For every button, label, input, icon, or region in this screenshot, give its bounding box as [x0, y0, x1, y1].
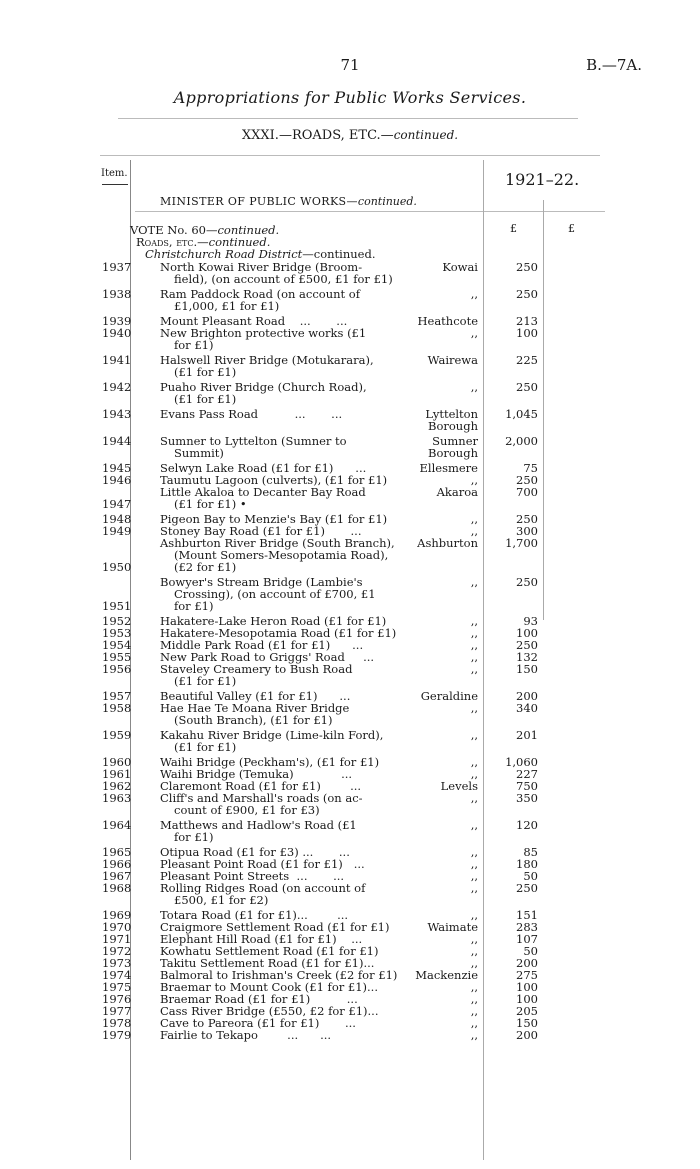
item-location — [404, 945, 478, 957]
item-location — [404, 690, 478, 702]
item-location — [404, 933, 478, 945]
item-amount: 250 — [516, 881, 538, 895]
description-line: New Park Road to Griggs' Road ... — [160, 650, 375, 664]
item-number: 1956 — [102, 662, 132, 676]
item-number: 1977 — [102, 1004, 132, 1018]
description-line: Summit) — [174, 446, 224, 460]
item-number: 1963 — [102, 791, 132, 805]
description-line: Waihi Bridge (Temuka) ... — [160, 767, 353, 781]
item-description — [160, 261, 394, 285]
description-line: Braemar to Mount Cook (£1 for £1)... — [160, 980, 378, 994]
item-number: 1948 — [102, 512, 132, 526]
location-line: ,, — [470, 791, 478, 805]
item-number: 1946 — [102, 473, 132, 487]
item-description — [160, 819, 394, 843]
item-amount: 180 — [516, 857, 538, 871]
item-number: 1941 — [102, 353, 132, 367]
rule-top — [118, 118, 578, 119]
item-description — [160, 381, 394, 405]
item-location — [404, 1005, 478, 1017]
location-line: ,, — [470, 908, 478, 922]
location-line: ,, — [470, 869, 478, 883]
location-line: Mackenzie — [415, 968, 478, 982]
description-line: Selwyn Lake Road (£1 for £1) ... — [160, 461, 367, 475]
description-line: Little Akaloa to Decanter Bay Road — [160, 485, 366, 499]
description-line: Staveley Creamery to Bush Road — [160, 662, 353, 676]
item-location — [404, 261, 478, 273]
item-number: 1945 — [102, 461, 132, 475]
location-line: Borough — [428, 419, 478, 433]
item-location — [404, 651, 478, 663]
item-description — [160, 537, 394, 573]
location-line: Sumner — [432, 434, 478, 448]
item-location — [404, 576, 478, 588]
item-amount: 150 — [516, 1016, 538, 1030]
item-amount: 225 — [516, 353, 538, 367]
item-number: 1968 — [102, 881, 132, 895]
item-amount: 213 — [516, 314, 538, 328]
item-number: 1947 — [102, 497, 132, 511]
description-line: Bowyer's Stream Bridge (Lambie's — [160, 575, 363, 589]
item-amount: 107 — [516, 932, 538, 946]
page-title: Appropriations for Public Works Services. — [173, 88, 527, 107]
location-line: ,, — [470, 524, 478, 538]
item-amount: 250 — [516, 638, 538, 652]
location-line: ,, — [470, 845, 478, 859]
item-amount: 250 — [516, 473, 538, 487]
item-amount: 1,700 — [505, 536, 538, 550]
description-line: Halswell River Bridge (Motukarara), — [160, 353, 374, 367]
location-line: ,, — [470, 650, 478, 664]
item-number: 1975 — [102, 980, 132, 994]
description-line: Braemar Road (£1 for £1) ... — [160, 992, 358, 1006]
item-description — [160, 354, 394, 378]
description-line: Evans Pass Road ... ... — [160, 407, 343, 421]
item-amount: 283 — [516, 920, 538, 934]
description-line: Rolling Ridges Road (on account of — [160, 881, 366, 895]
description-line: North Kowai River Bridge (Broom- — [160, 260, 363, 274]
description-line: Hakatere-Mesopotamia Road (£1 for £1) — [160, 626, 397, 640]
district-continued: —continued. — [302, 247, 376, 261]
description-line: Pleasant Point Road (£1 for £1) ... — [160, 857, 365, 871]
description-line: Taumutu Lagoon (culverts), (£1 for £1) — [160, 473, 388, 487]
item-number: 1949 — [102, 524, 132, 538]
item-number: 1942 — [102, 380, 132, 394]
item-amount: 750 — [516, 779, 538, 793]
item-number: 1960 — [102, 755, 132, 769]
location-line: ,, — [470, 755, 478, 769]
item-amount: 1,045 — [505, 407, 538, 421]
location-line: Wairewa — [427, 353, 478, 367]
item-amount: 700 — [516, 485, 538, 499]
item-amount: 151 — [516, 908, 538, 922]
item-number: 1971 — [102, 932, 132, 946]
location-line: ,, — [470, 728, 478, 742]
item-location — [404, 486, 478, 498]
item-amount: 200 — [516, 689, 538, 703]
description-line: for £1) — [174, 830, 214, 844]
location-line: ,, — [470, 881, 478, 895]
item-location — [404, 858, 478, 870]
location-line: Borough — [428, 446, 478, 460]
description-line: for £1) — [174, 338, 214, 352]
item-amount: 200 — [516, 1028, 538, 1042]
description-line: Mount Pleasant Road ... ... — [160, 314, 348, 328]
item-location — [404, 663, 478, 675]
item-number: 1959 — [102, 728, 132, 742]
item-number: 1940 — [102, 326, 132, 340]
item-amount: 1,060 — [505, 755, 538, 769]
location-line: ,, — [470, 857, 478, 871]
column-divider-amount — [543, 200, 544, 620]
description-line: £500, £1 for £2) — [174, 893, 269, 907]
year-column-header: 1921–22. — [505, 170, 580, 189]
location-line: ,, — [470, 956, 478, 970]
item-description — [160, 792, 394, 816]
location-line: ,, — [470, 575, 478, 589]
item-number: 1953 — [102, 626, 132, 640]
item-description — [160, 327, 394, 351]
subtitle-continued: continued. — [393, 128, 459, 142]
item-description — [160, 702, 394, 726]
item-location — [404, 381, 478, 393]
item-amount: 250 — [516, 287, 538, 301]
description-line: (£2 for £1) — [174, 560, 237, 574]
description-line: Ram Paddock Road (on account of — [160, 287, 360, 301]
item-amount: 100 — [516, 980, 538, 994]
description-line: Elephant Hill Road (£1 for £1) ... — [160, 932, 363, 946]
page-number: 71 — [340, 56, 360, 74]
description-line: for £1) — [174, 599, 214, 613]
description-line: Matthews and Hadlow's Road (£1 — [160, 818, 357, 832]
description-line: (£1 for £1) — [174, 674, 237, 688]
item-location — [404, 537, 478, 549]
item-number: 1970 — [102, 920, 132, 934]
description-line: Fairlie to Tekapo ... ... — [160, 1028, 332, 1042]
rule-item-header — [102, 184, 128, 185]
item-description — [160, 576, 394, 612]
item-amount: 227 — [516, 767, 538, 781]
location-line: Lyttelton — [425, 407, 478, 421]
item-location — [404, 756, 478, 768]
location-line: ,, — [470, 818, 478, 832]
item-location — [404, 435, 478, 459]
item-amount: 250 — [516, 575, 538, 589]
item-number: 1964 — [102, 818, 132, 832]
item-amount: 275 — [516, 968, 538, 982]
item-amount: 120 — [516, 818, 538, 832]
item-number: 1950 — [102, 560, 132, 574]
description-line: Takitu Settlement Road (£1 for £1)... — [160, 956, 375, 970]
minister-continued: continued. — [357, 195, 417, 208]
description-line: count of £900, £1 for £3) — [174, 803, 320, 817]
item-number: 1965 — [102, 845, 132, 859]
item-description — [160, 1029, 394, 1041]
item-description — [160, 663, 394, 687]
description-line: (£1 for £1) — [174, 365, 237, 379]
location-line: ,, — [470, 1028, 478, 1042]
description-line: Puaho River Bridge (Church Road), — [160, 380, 367, 394]
district-label: Christchurch Road District — [145, 247, 303, 261]
item-amount: 75 — [523, 461, 538, 475]
item-location — [404, 627, 478, 639]
location-line: ,, — [470, 1016, 478, 1030]
item-description — [160, 486, 394, 510]
description-line: Sumner to Lyttelton (Sumner to — [160, 434, 347, 448]
description-line: Ashburton River Bridge (South Branch), — [160, 536, 395, 550]
item-number: 1974 — [102, 968, 132, 982]
item-location — [404, 921, 478, 933]
location-line: Heathcote — [417, 314, 478, 328]
currency-symbol-1: £ — [510, 222, 517, 235]
item-number: 1937 — [102, 260, 132, 274]
item-column-header: Item. — [101, 168, 128, 179]
item-number: 1962 — [102, 779, 132, 793]
item-amount: 100 — [516, 626, 538, 640]
column-divider-location — [483, 160, 484, 1160]
description-line: Crossing), (on account of £700, £1 — [174, 587, 376, 601]
location-line: ,, — [470, 1004, 478, 1018]
item-location — [404, 969, 478, 981]
location-line: ,, — [470, 380, 478, 394]
item-amount: 150 — [516, 662, 538, 676]
item-number: 1979 — [102, 1028, 132, 1042]
description-line: Hae Hae Te Moana River Bridge — [160, 701, 350, 715]
description-line: New Brighton protective works (£1 — [160, 326, 367, 340]
item-location — [404, 981, 478, 993]
item-amount: 340 — [516, 701, 538, 715]
item-amount: 201 — [516, 728, 538, 742]
location-line: ,, — [470, 326, 478, 340]
rule-header-bottom — [135, 211, 605, 212]
item-location — [404, 615, 478, 627]
item-location — [404, 729, 478, 741]
document-reference: B.—7A. — [586, 56, 642, 74]
location-line: ,, — [470, 992, 478, 1006]
item-number: 1952 — [102, 614, 132, 628]
item-amount: 250 — [516, 380, 538, 394]
item-amount: 205 — [516, 1004, 538, 1018]
vote-continued: continued. — [217, 223, 280, 237]
location-line: ,, — [470, 512, 478, 526]
item-location — [404, 780, 478, 792]
location-line: Akaroa — [436, 485, 478, 499]
item-location — [404, 792, 478, 804]
item-location — [404, 639, 478, 651]
location-line: ,, — [470, 473, 478, 487]
description-line: Kowhatu Settlement Road (£1 for £1) — [160, 944, 379, 958]
description-line: Kakahu River Bridge (Lime-kiln Ford), — [160, 728, 384, 742]
description-line: Waihi Bridge (Peckham's), (£1 for £1) — [160, 755, 380, 769]
location-line: Kowai — [442, 260, 478, 274]
item-location — [404, 288, 478, 300]
minister-label: MINISTER OF PUBLIC WORKS— — [160, 195, 358, 208]
item-location — [404, 993, 478, 1005]
item-amount: 50 — [523, 869, 538, 883]
location-line: ,, — [470, 944, 478, 958]
item-description — [160, 288, 394, 312]
description-line: Pleasant Point Streets ... ... — [160, 869, 345, 883]
vote-label: VOTE No. 60— — [130, 223, 218, 237]
item-amount: 300 — [516, 524, 538, 538]
item-description — [160, 882, 394, 906]
item-number: 1973 — [102, 956, 132, 970]
location-line: Levels — [440, 779, 478, 793]
item-description — [160, 408, 394, 420]
item-location — [404, 1029, 478, 1041]
item-location — [404, 354, 478, 366]
item-location — [404, 315, 478, 327]
item-amount: 350 — [516, 791, 538, 805]
description-line: Cliff's and Marshall's roads (on ac- — [160, 791, 363, 805]
description-line: Pigeon Bay to Menzie's Bay (£1 for £1) — [160, 512, 388, 526]
item-number: 1938 — [102, 287, 132, 301]
item-number: 1954 — [102, 638, 132, 652]
location-line: ,, — [470, 701, 478, 715]
item-amount: 2,000 — [505, 434, 538, 448]
item-location — [404, 870, 478, 882]
item-location — [404, 846, 478, 858]
item-amount: 50 — [523, 944, 538, 958]
location-line: ,, — [470, 626, 478, 640]
item-amount: 132 — [516, 650, 538, 664]
item-description — [160, 729, 394, 753]
item-number: 1939 — [102, 314, 132, 328]
description-line: (South Branch), (£1 for £1) — [174, 713, 333, 727]
roads-label: Roads, etc. — [136, 235, 198, 249]
subtitle-main: XXXI.—ROADS, ETC.— — [241, 128, 394, 143]
description-line: Totara Road (£1 for £1)... ... — [160, 908, 349, 922]
item-number: 1967 — [102, 869, 132, 883]
location-line: Ellesmere — [419, 461, 478, 475]
item-number: 1944 — [102, 434, 132, 448]
item-description — [160, 435, 394, 459]
item-number: 1976 — [102, 992, 132, 1006]
item-number: 1969 — [102, 908, 132, 922]
district-heading — [145, 248, 376, 260]
item-location — [404, 513, 478, 525]
description-line: Balmoral to Irishman's Creek (£2 for £1) — [160, 968, 398, 982]
item-location — [404, 819, 478, 831]
location-line: ,, — [470, 932, 478, 946]
item-number: 1955 — [102, 650, 132, 664]
item-amount: 85 — [523, 845, 538, 859]
location-line: ,, — [470, 287, 478, 301]
description-line: Stoney Bay Road (£1 for £1) ... — [160, 524, 362, 538]
description-line: Hakatere-Lake Heron Road (£1 for £1) — [160, 614, 387, 628]
item-location — [404, 327, 478, 339]
roads-continued: —continued. — [197, 235, 271, 249]
location-line: Geraldine — [420, 689, 478, 703]
description-line: Claremont Road (£1 for £1) ... — [160, 779, 362, 793]
description-line: field), (on account of £500, £1 for £1) — [174, 272, 393, 286]
item-location — [404, 408, 478, 432]
item-number: 1972 — [102, 944, 132, 958]
description-line: Cass River Bridge (£550, £2 for £1)... — [160, 1004, 379, 1018]
item-location — [404, 882, 478, 894]
location-line: ,, — [470, 767, 478, 781]
description-line: (£1 for £1) — [174, 740, 237, 754]
item-number: 1951 — [102, 599, 132, 613]
location-line: ,, — [470, 614, 478, 628]
rule-header-top — [100, 155, 600, 156]
currency-symbol-2: £ — [568, 222, 575, 235]
location-line: ,, — [470, 980, 478, 994]
section-subtitle — [0, 128, 700, 143]
item-location — [404, 1017, 478, 1029]
description-line: (£1 for £1) • — [174, 497, 247, 511]
item-amount: 100 — [516, 326, 538, 340]
description-line: (£1 for £1) — [174, 392, 237, 406]
description-line: Craigmore Settlement Road (£1 for £1) — [160, 920, 390, 934]
location-line: ,, — [470, 638, 478, 652]
item-location — [404, 462, 478, 474]
minister-heading — [160, 195, 417, 208]
location-line: ,, — [470, 662, 478, 676]
item-number: 1961 — [102, 767, 132, 781]
item-number: 1978 — [102, 1016, 132, 1030]
location-line: Ashburton — [417, 536, 478, 550]
item-amount: 93 — [523, 614, 538, 628]
item-amount: 200 — [516, 956, 538, 970]
item-location — [404, 702, 478, 714]
description-line: Middle Park Road (£1 for £1) ... — [160, 638, 364, 652]
item-number: 1943 — [102, 407, 132, 421]
description-line: Otipua Road (£1 for £3) ... ... — [160, 845, 350, 859]
description-line: £1,000, £1 for £1) — [174, 299, 280, 313]
item-number: 1966 — [102, 857, 132, 871]
location-line: Waimate — [427, 920, 478, 934]
description-line: Beautiful Valley (£1 for £1) ... — [160, 689, 351, 703]
item-amount: 250 — [516, 260, 538, 274]
description-line: Cave to Pareora (£1 for £1) ... — [160, 1016, 356, 1030]
item-amount: 250 — [516, 512, 538, 526]
item-number: 1958 — [102, 701, 132, 715]
item-number: 1957 — [102, 689, 132, 703]
description-line: (Mount Somers-Mesopotamia Road), — [174, 548, 389, 562]
item-amount: 100 — [516, 992, 538, 1006]
